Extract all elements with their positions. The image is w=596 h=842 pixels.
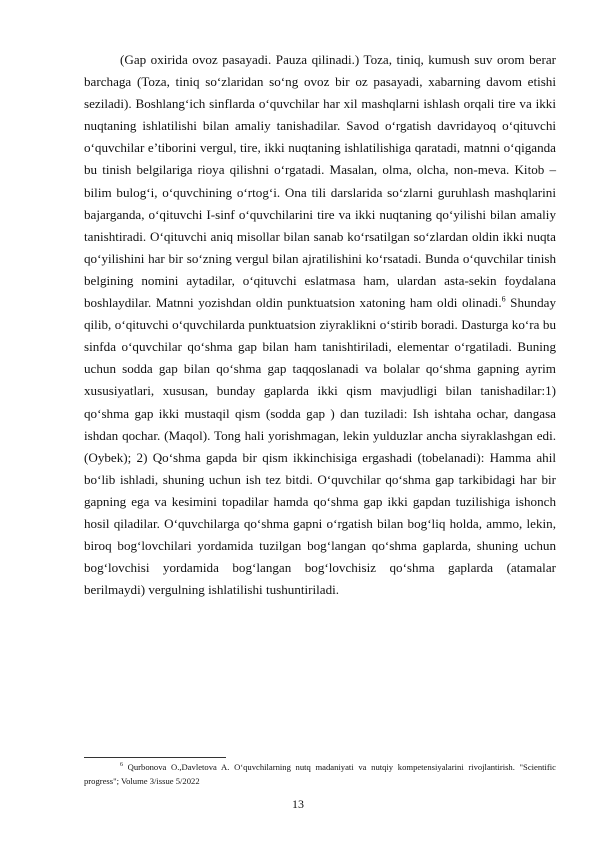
- footnote-number: 6: [120, 762, 123, 769]
- footnote-separator: [84, 757, 226, 758]
- main-paragraph: [84, 49, 556, 601]
- paragraph-text-part1: (Gap oxirida ovoz pasayadi. Pauza qilinadi.) Toza, tiniq, kumush suv orom berar barchaga (Toza, tiniq so‘zlaridan so‘ng ovoz bir oz pasayadi, xabarning davom etishi seziladi). Boshlang‘ich sinflarda o‘quvchilar har xil mashqlarni ishlash orqali tire va ikki nuqtaning ishlatilishi bilan amaliy tanishadilar. Savod o‘rgatish davridayoq o‘qituvchi o‘quvchilar e’tiborini vergul, tire, ikki nuqtaning ishlatilishiga qaratadi, matnni o‘qiganda bu tinish belgilariga rioya qilishni o‘rgatadi. Masalan, olma, olcha, non-meva. Kitob –bilim bulog‘i, o‘quvchining o‘rtog‘i. Ona tili darslarida so‘zlarni guruhlash mashqlarini bajarganda, o‘qituvchi I-sinf o‘quvchilarini tire va ikki nuqtaning qo‘yilishi bilan amaliy tanishtiradi. O‘qituvchi aniq misollar bilan sanab ko‘rsatilgan so‘zlardan oldin ikki nuqta qo‘yilishini har bir so‘zning vergul bilan ajratilishini ko‘rsatadi. Bunda o‘quvchilar tinish belgining nomini aytadilar, o‘qituvchi eslatmasa ham, ulardan asta-sekin foydalana boshlaydilar. Matnni yozishdan oldin punktuatsion xatoning ham oldi olinadi.: [84, 52, 556, 311]
- page-content: [84, 49, 556, 601]
- paragraph-text-part2: Shunday qilib, o‘qituvchi o‘quvchilarda punktuatsion ziyraklikni o‘stirib boradi. Dasturga ko‘ra bu sinfda o‘quvchilar qo‘shma gap bilan ham tanishtiriladi, elementar o‘rgatiladi. Buning uchun sodda gap bilan qo‘shma gap taqqoslanadi va bolalar qo‘shma gapning ayrim xususiyatlari, xususan, bunday gaplarda ikki qism mavjudligi bilan tanishadilar:1) qo‘shma gap ikki mustaqil qism (sodda gap ) dan tuziladi: Ish ishtaha ochar, dangasa ishdan qochar. (Maqol). Tong hali yorishmagan, lekin yulduzlar ancha siyraklashgan edi. (Oybek); 2) Qo‘shma gapda bir qism ikkinchisiga ergashadi (tobelanadi): Hamma ahil bo‘lib ishladi, shuning uchun ish tez bitdi. O‘quvchilar qo‘shma gap tarkibidagi har bir gapning ega va kesimini topadilar hamda qo‘shma gap ikki gapdan tuzilishiga ishonch hosil qiladilar. O‘quvchilarga qo‘shma gapni o‘rgatish bilan bog‘liq holda, ammo, lekin, biroq bog‘lovchilari yordamida tuzilgan bog‘langan qo‘shma gaplarda, shuning uchun bog‘lovchisi yordamida bog‘langan bog‘lovchisiz qo‘shma gaplarda (atamalar berilmaydi) vergulning ishlatilishi tushuntiriladi.: [84, 295, 556, 598]
- footnote-text: Qurbonova O.,Davletova A. O‘quvchilarning nutq madaniyati va nutqiy kompetensiyalarini rivojlantirish. "Scientific progress"; Volume 3/issue 5/2022: [84, 762, 556, 786]
- footnote-reference[interactable]: 6: [501, 294, 506, 304]
- page-number: 13: [292, 797, 304, 811]
- footnote: [84, 761, 556, 788]
